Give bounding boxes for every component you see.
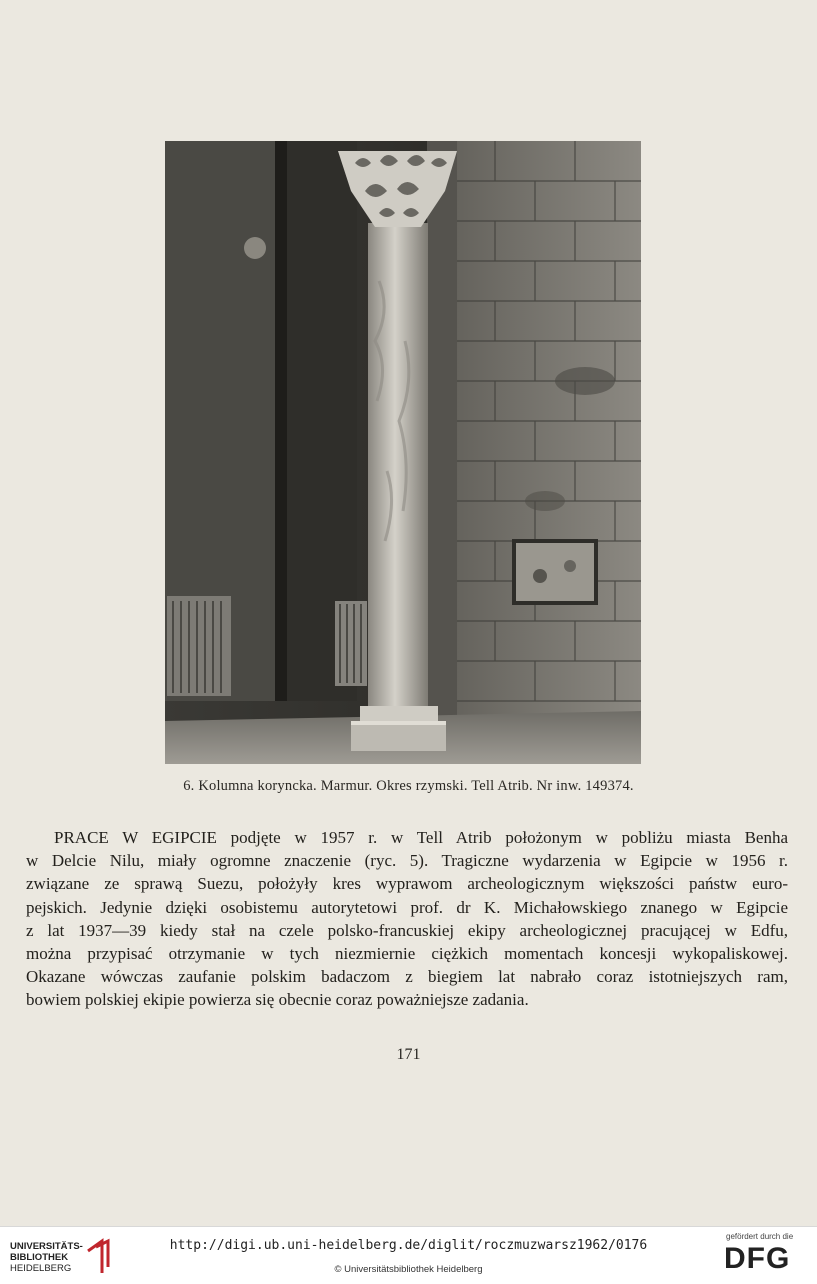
- body-paragraph: [26, 826, 788, 1012]
- paragraph-line: w Delcie Nilu, miały ogromne znaczenie (ryc. 5). Tragiczne wydarzenia w Egipcie w 1956 r.: [26, 851, 788, 871]
- figure-caption: 6. Kolumna koryncka. Marmur. Okres rzymski. Tell Atrib. Nr inw. 149374.: [183, 778, 634, 794]
- library-name-line: BIBLIOTHEK: [10, 1252, 69, 1263]
- funded-by-label: gefördert durch die: [726, 1232, 794, 1241]
- footer-bar: [0, 1226, 817, 1284]
- paragraph-line: związane ze sprawą Suezu, położyły kres wyprawom archeologicznym większości państw euro-: [26, 874, 788, 894]
- column-photograph: [165, 141, 641, 764]
- permalink-url[interactable]: http://digi.ub.uni-heidelberg.de/diglit/roczmuzwarsz1962/0176: [169, 1238, 648, 1253]
- copyright-text: © Universitätsbibliothek Heidelberg: [334, 1264, 483, 1275]
- paragraph-line: można przypisać otrzymanie w tych niezmiernie ciężkich momentach koncesji wykopaliskowej.: [26, 944, 788, 964]
- page-number: 171: [396, 1046, 421, 1063]
- dfg-wordmark: DFG: [724, 1242, 791, 1275]
- paragraph-line: PRACE W EGIPCIE podjęte w 1957 r. w Tell Atrib położonym w pobliżu miasta Benha: [54, 828, 788, 847]
- paragraph-line: Okazane wówczas zaufanie polskim badaczom z biegiem lat nabrało coraz istotniejszych ram,: [26, 967, 788, 987]
- dfg-logo[interactable]: [724, 1232, 808, 1280]
- paragraph-line: z lat 1937—39 kiedy stał na czele polsko-francuskiej ekipy archeologicznej pracującej w Edfu,: [26, 920, 788, 940]
- corinthian-column-image: [165, 141, 641, 764]
- library-name-line: HEIDELBERG: [10, 1263, 72, 1274]
- library-name-line: UNIVERSITÄTS-: [10, 1241, 83, 1252]
- paragraph-line: pejskich. Jedynie dzięki osobistemu autorytetowi prof. dr K. Michałowskiego znanego w Egipcie: [26, 897, 788, 917]
- paragraph-line: bowiem polskiej ekipie powierza się obecnie coraz poważniejsze zadania.: [26, 990, 529, 1010]
